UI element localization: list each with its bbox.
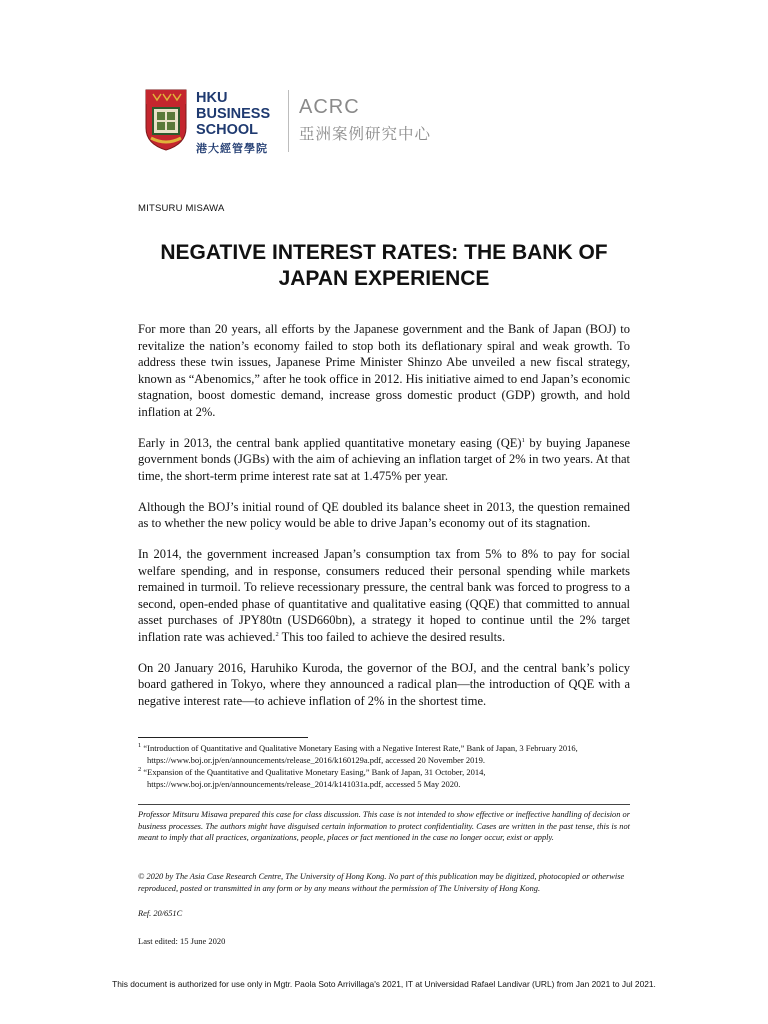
footnote-1	[138, 742, 638, 754]
footnote-1-url[interactable]: https://www.boj.or.jp/en/announcements/release_2016/k160129a.pdf, accessed 20 November 2019.	[147, 755, 485, 765]
footnote-number: 1	[138, 742, 142, 750]
paragraph-2	[138, 435, 630, 485]
footnotes	[138, 742, 638, 790]
title-line-2: JAPAN EXPERIENCE	[278, 267, 490, 290]
title-line-1: NEGATIVE INTEREST RATES: THE BANK OF	[160, 241, 608, 264]
footnote-ref-1[interactable]: 1	[521, 436, 525, 444]
footnote-2-url[interactable]: https://www.boj.or.jp/en/announcements/release_2014/k141031a.pdf, accessed 5 May 2020.	[147, 779, 461, 789]
authorization-notice: This document is authorized for use only in Mgtr. Paola Soto Arrivillaga's 2021, IT at Universidad Rafael Landivar (URL) from Jan 2021 to Jul 2021.	[112, 979, 656, 989]
reference-number: Ref. 20/651C	[138, 909, 183, 918]
copyright-text: © 2020 by The Asia Case Research Centre, The University of Hong Kong. No part of this publication may be digitized, photocopied or otherwise reproduced, posted or transmitted in any form or by any means without the permission of The University of Hong Kong.	[138, 872, 625, 893]
body-text	[138, 321, 630, 724]
footnote-number: 2	[138, 766, 142, 774]
paragraph-2-text-a: Early in 2013, the central bank applied quantitative monetary easing (QE)	[138, 435, 522, 450]
paragraph-2-text-b: by buying Japanese government bonds (JGBs) with the aim of achieving an inflation target of 2% in two years. At that time, the short-term prime interest rate sat at 1.475% per year.	[138, 435, 630, 483]
header-logos	[143, 86, 453, 158]
paragraph-4-text-a: In 2014, the government increased Japan’s consumption tax from 5% to 8% to pay for social welfare spending, and in response, consumers reduced their personal spending while markets remained in turmoil. To relieve recessionary pressure, the central bank was forced to progress to a second, open-ended phase of quantitative and qualitative easing (QQE) that committed to annual asset purchases of JPY80tn (USD660bn), a strategy it hoped to continue until the 2% target inflation rate was achieved.	[138, 547, 630, 644]
footnote-citation: “Expansion of the Quantitative and Qualitative Monetary Easing,” Bank of Japan, 31 October, 2014,	[141, 767, 486, 777]
school-chinese-name: 港大經管學院	[196, 142, 268, 155]
logo-divider	[288, 90, 289, 152]
footnote-2	[138, 766, 638, 778]
acrc-chinese-name: 亞洲案例研究中心	[299, 125, 432, 143]
footnote-citation: “Introduction of Quantitative and Qualitative Monetary Easing with a Negative Interest Rate,” Bank of Japan, 3 February 2016,	[141, 743, 578, 753]
author-name: MITSURU MISAWA	[138, 203, 225, 214]
last-edited-date: Last edited: 15 June 2020	[138, 936, 226, 946]
paragraph-5: On 20 January 2016, Haruhiko Kuroda, the governor of the BOJ, and the central bank’s policy board gathered in Tokyo, where they announced a radical plan—the introduction of QQE with a negative interest rate—to achieve inflation of 2% in the shortest time.	[138, 660, 630, 708]
school-line-1: HKU	[196, 90, 228, 106]
paragraph-1: For more than 20 years, all efforts by the Japanese government and the Bank of Japan (BOJ) to revitalize the nation’s economy failed to stop both its deflationary spiral and weak growth. To address these twin issues, Japanese Prime Minister Shinzo Abe unveiled a new fiscal strategy, known as “Abenomics,” after he took office in 2012. His initiative aimed to end Japan’s economic stagnation, boost domestic demand, increase gross domestic product (GDP) growth, and hold inflation at 2%.	[138, 322, 630, 419]
school-line-2: BUSINESS	[196, 106, 271, 122]
paragraph-4-text-b: This too failed to achieve the desired results.	[278, 629, 506, 644]
school-line-3: SCHOOL	[196, 122, 259, 138]
acrc-logo-text: ACRC	[299, 96, 360, 118]
document-title	[130, 240, 638, 292]
footnote-separator	[138, 737, 308, 738]
paragraph-4	[138, 546, 630, 645]
paragraph-3: Although the BOJ’s initial round of QE doubled its balance sheet in 2013, the question remained as to whether the new policy would be able to drive Japan’s economy out of its stagnation.	[138, 499, 630, 530]
hku-business-school-name	[196, 90, 270, 138]
footnote-ref-2[interactable]: 2	[275, 630, 279, 638]
hku-crest-icon	[143, 88, 189, 152]
disclaimer-separator	[138, 804, 630, 805]
disclaimer-text: Professor Mitsuru Misawa prepared this case for class discussion. This case is not intended to show effective or ineffective handling of decision or business processes. The authors might have disguised certain information to protect confidentiality. Cases are written in the past tense, this is not meant to imply that all practices, organizations, people, places or fact mentioned in the case no longer occur, exist or apply.	[138, 810, 630, 842]
